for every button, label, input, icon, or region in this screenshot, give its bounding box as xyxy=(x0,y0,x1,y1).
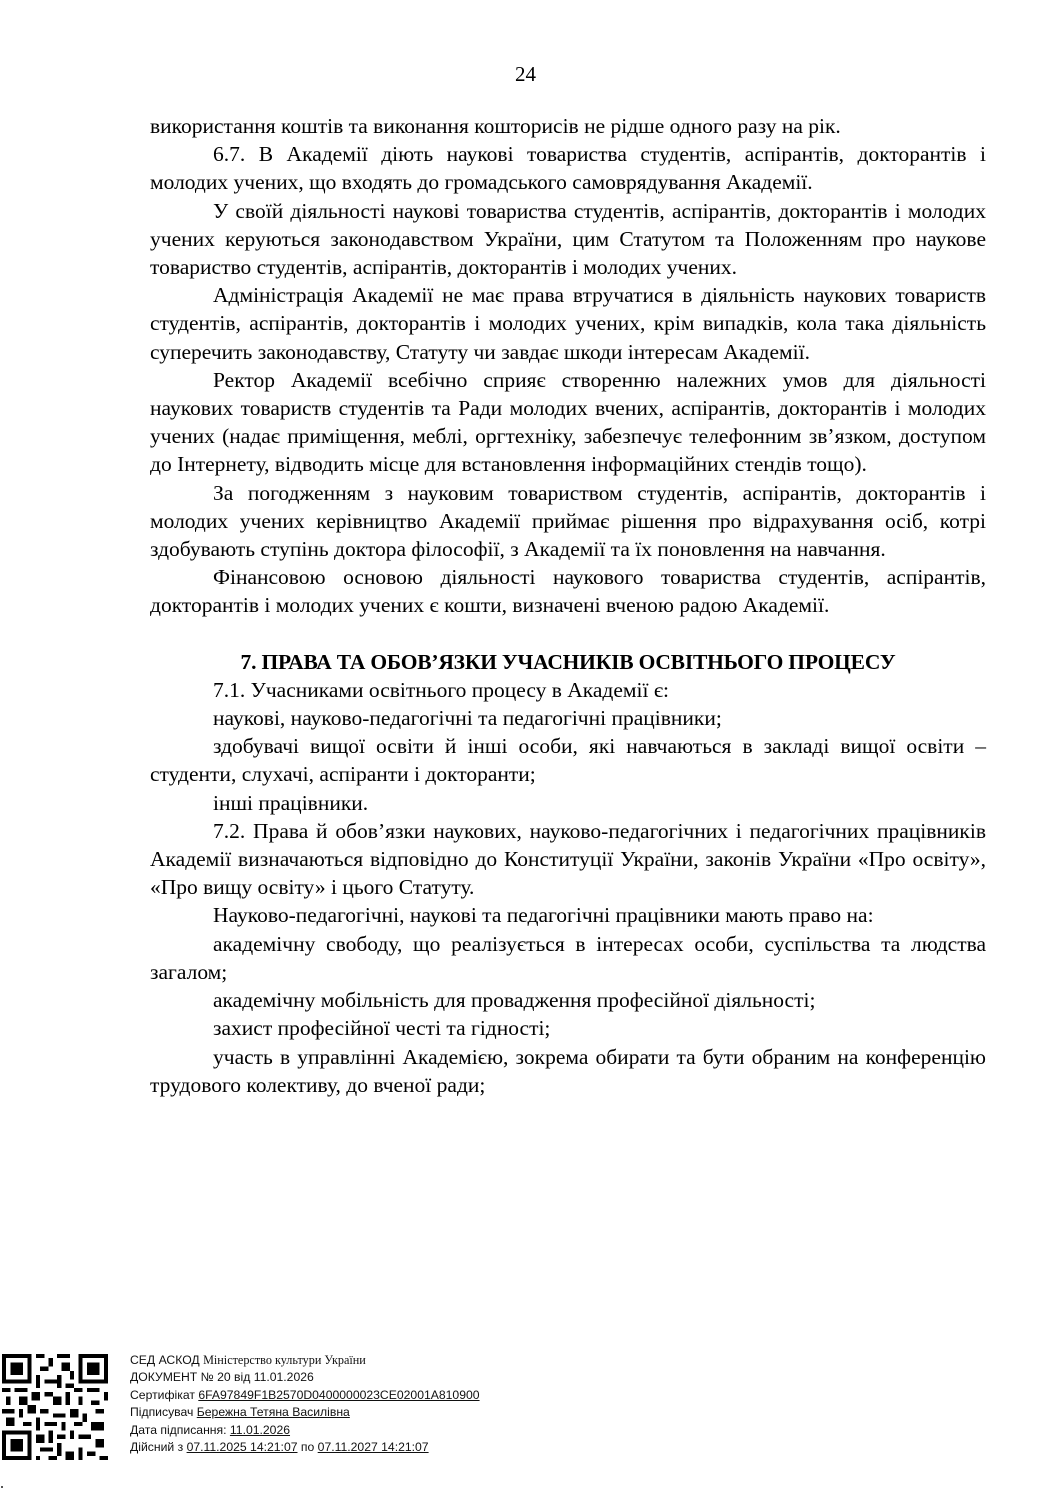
valid-from-value: 07.11.2025 14:21:07 xyxy=(186,1440,298,1455)
paragraph: інші працівники. xyxy=(213,790,369,815)
certificate-label: Сертифікат xyxy=(130,1387,195,1402)
qr-code-icon xyxy=(2,1354,108,1460)
signer-value: Бережна Тетяна Василівна xyxy=(196,1405,350,1420)
section-heading: 7. ПРАВА ТА ОБОВ’ЯЗКИ УЧАСНИКІВ ОСВІТНЬОГО ПРОЦЕСУ xyxy=(240,649,896,674)
paragraph: академічну мобільність для провадження професійної діяльності; xyxy=(213,988,816,1013)
validity-line xyxy=(130,1439,480,1456)
valid-to-label: по xyxy=(300,1440,315,1455)
certificate-line xyxy=(130,1387,480,1404)
paragraph: захист професійної честі та гідності; xyxy=(213,1016,551,1041)
paragraph: Фінансовою основою діяльності наукового товариства студентів, аспірантів, докторантів і молодих учених є кошти, визначені вченою радою Академії. xyxy=(150,565,986,618)
system-name: СЕД АСКОД xyxy=(130,1353,200,1367)
document-line: ДОКУМЕНТ № 20 від 11.01.2026 xyxy=(130,1370,314,1385)
paragraph: За погодженням з науковим товариством студентів, аспірантів, докторантів і молодих учених керівництво Академії приймає рішення про відрахування осіб, котрі здобувають ступінь доктора філософії, з Академії та їх поновлення на навчання. xyxy=(150,480,986,562)
paragraph: Адміністрація Академії не має права втручатися в діяльність наукових товариств студентів, аспірантів, докторантів і молодих учених, крім випадків, кола така діяльність суперечить законодавству, Статуту чи завдає шкоди інтересам Академії. xyxy=(150,283,986,364)
signer-line xyxy=(130,1404,480,1421)
paragraph: Науково-педагогічні, наукові та педагогічні працівники мають право на: xyxy=(213,903,874,928)
paragraph: 7.2. Права й обов’язки наукових, науково-педагогічних і педагогічних працівників Академії визначаються відповідно до Конституції України, законів України «Про освіту», «Про вищу освіту» і цього Статуту. xyxy=(150,818,986,900)
paragraph: 6.7. В Академії діють наукові товариства студентів, аспірантів, докторантів і молодих учених, що входять до громадського самоврядування Академії. xyxy=(150,142,986,195)
paragraph: У своїй діяльності наукові товариства студентів, аспірантів, докторантів і молодих учених керуються законодавством України, цим Статутом та Положенням про наукове товариство студентів, аспірантів, докторантів і молодих учених. xyxy=(150,198,986,280)
certificate-value: 6FA97849F1B2570D0400000023CE02001A810900 xyxy=(198,1387,480,1402)
sign-date-value: 11.01.2026 xyxy=(229,1422,291,1437)
paragraph: Ректор Академії всебічно сприяє створенню належних умов для діяльності наукових товариств студентів та Ради молодих вчених, аспірантів, докторантів і молодих учених (надає приміщення, меблі, оргтехніку, забезпечує телефонним зв’язком, доступом до Інтернету, відводить місце для встановлення інформаційних стендів тощо). xyxy=(150,367,986,477)
document-body xyxy=(150,112,986,1099)
sign-date-label: Дата підписання: xyxy=(130,1422,227,1437)
paragraph: здобувачі вищої освіти й інші особи, які навчаються в закладі вищої освіти – студенти, слухачі, аспіранти і докторанти; xyxy=(150,734,986,787)
sign-date-line xyxy=(130,1422,480,1439)
signer-label: Підписувач xyxy=(130,1405,194,1420)
valid-to-value: 07.11.2027 14:21:07 xyxy=(317,1440,429,1455)
valid-from-label: Дійсний з xyxy=(130,1440,184,1455)
paragraph: використання коштів та виконання кошторисів не рідше одного разу на рік. xyxy=(150,114,841,138)
paragraph: участь в управлінні Академією, зокрема обирати та бути обраним на конференцію трудового колективу, до вченої ради; xyxy=(150,1044,986,1097)
page-number: 24 xyxy=(515,62,536,86)
organization-name: Міністерство культури України xyxy=(203,1353,366,1367)
paragraph: наукові, науково-педагогічні та педагогічні працівники; xyxy=(213,706,722,731)
paragraph: академічну свободу, що реалізується в інтересах особи, суспільства та людства загалом; xyxy=(150,931,986,984)
paragraph: 7.1. Учасниками освітнього процесу в Академії є: xyxy=(213,677,670,702)
signature-details xyxy=(130,1352,480,1456)
system-line xyxy=(130,1352,480,1369)
signature-stamp xyxy=(0,1352,600,1486)
